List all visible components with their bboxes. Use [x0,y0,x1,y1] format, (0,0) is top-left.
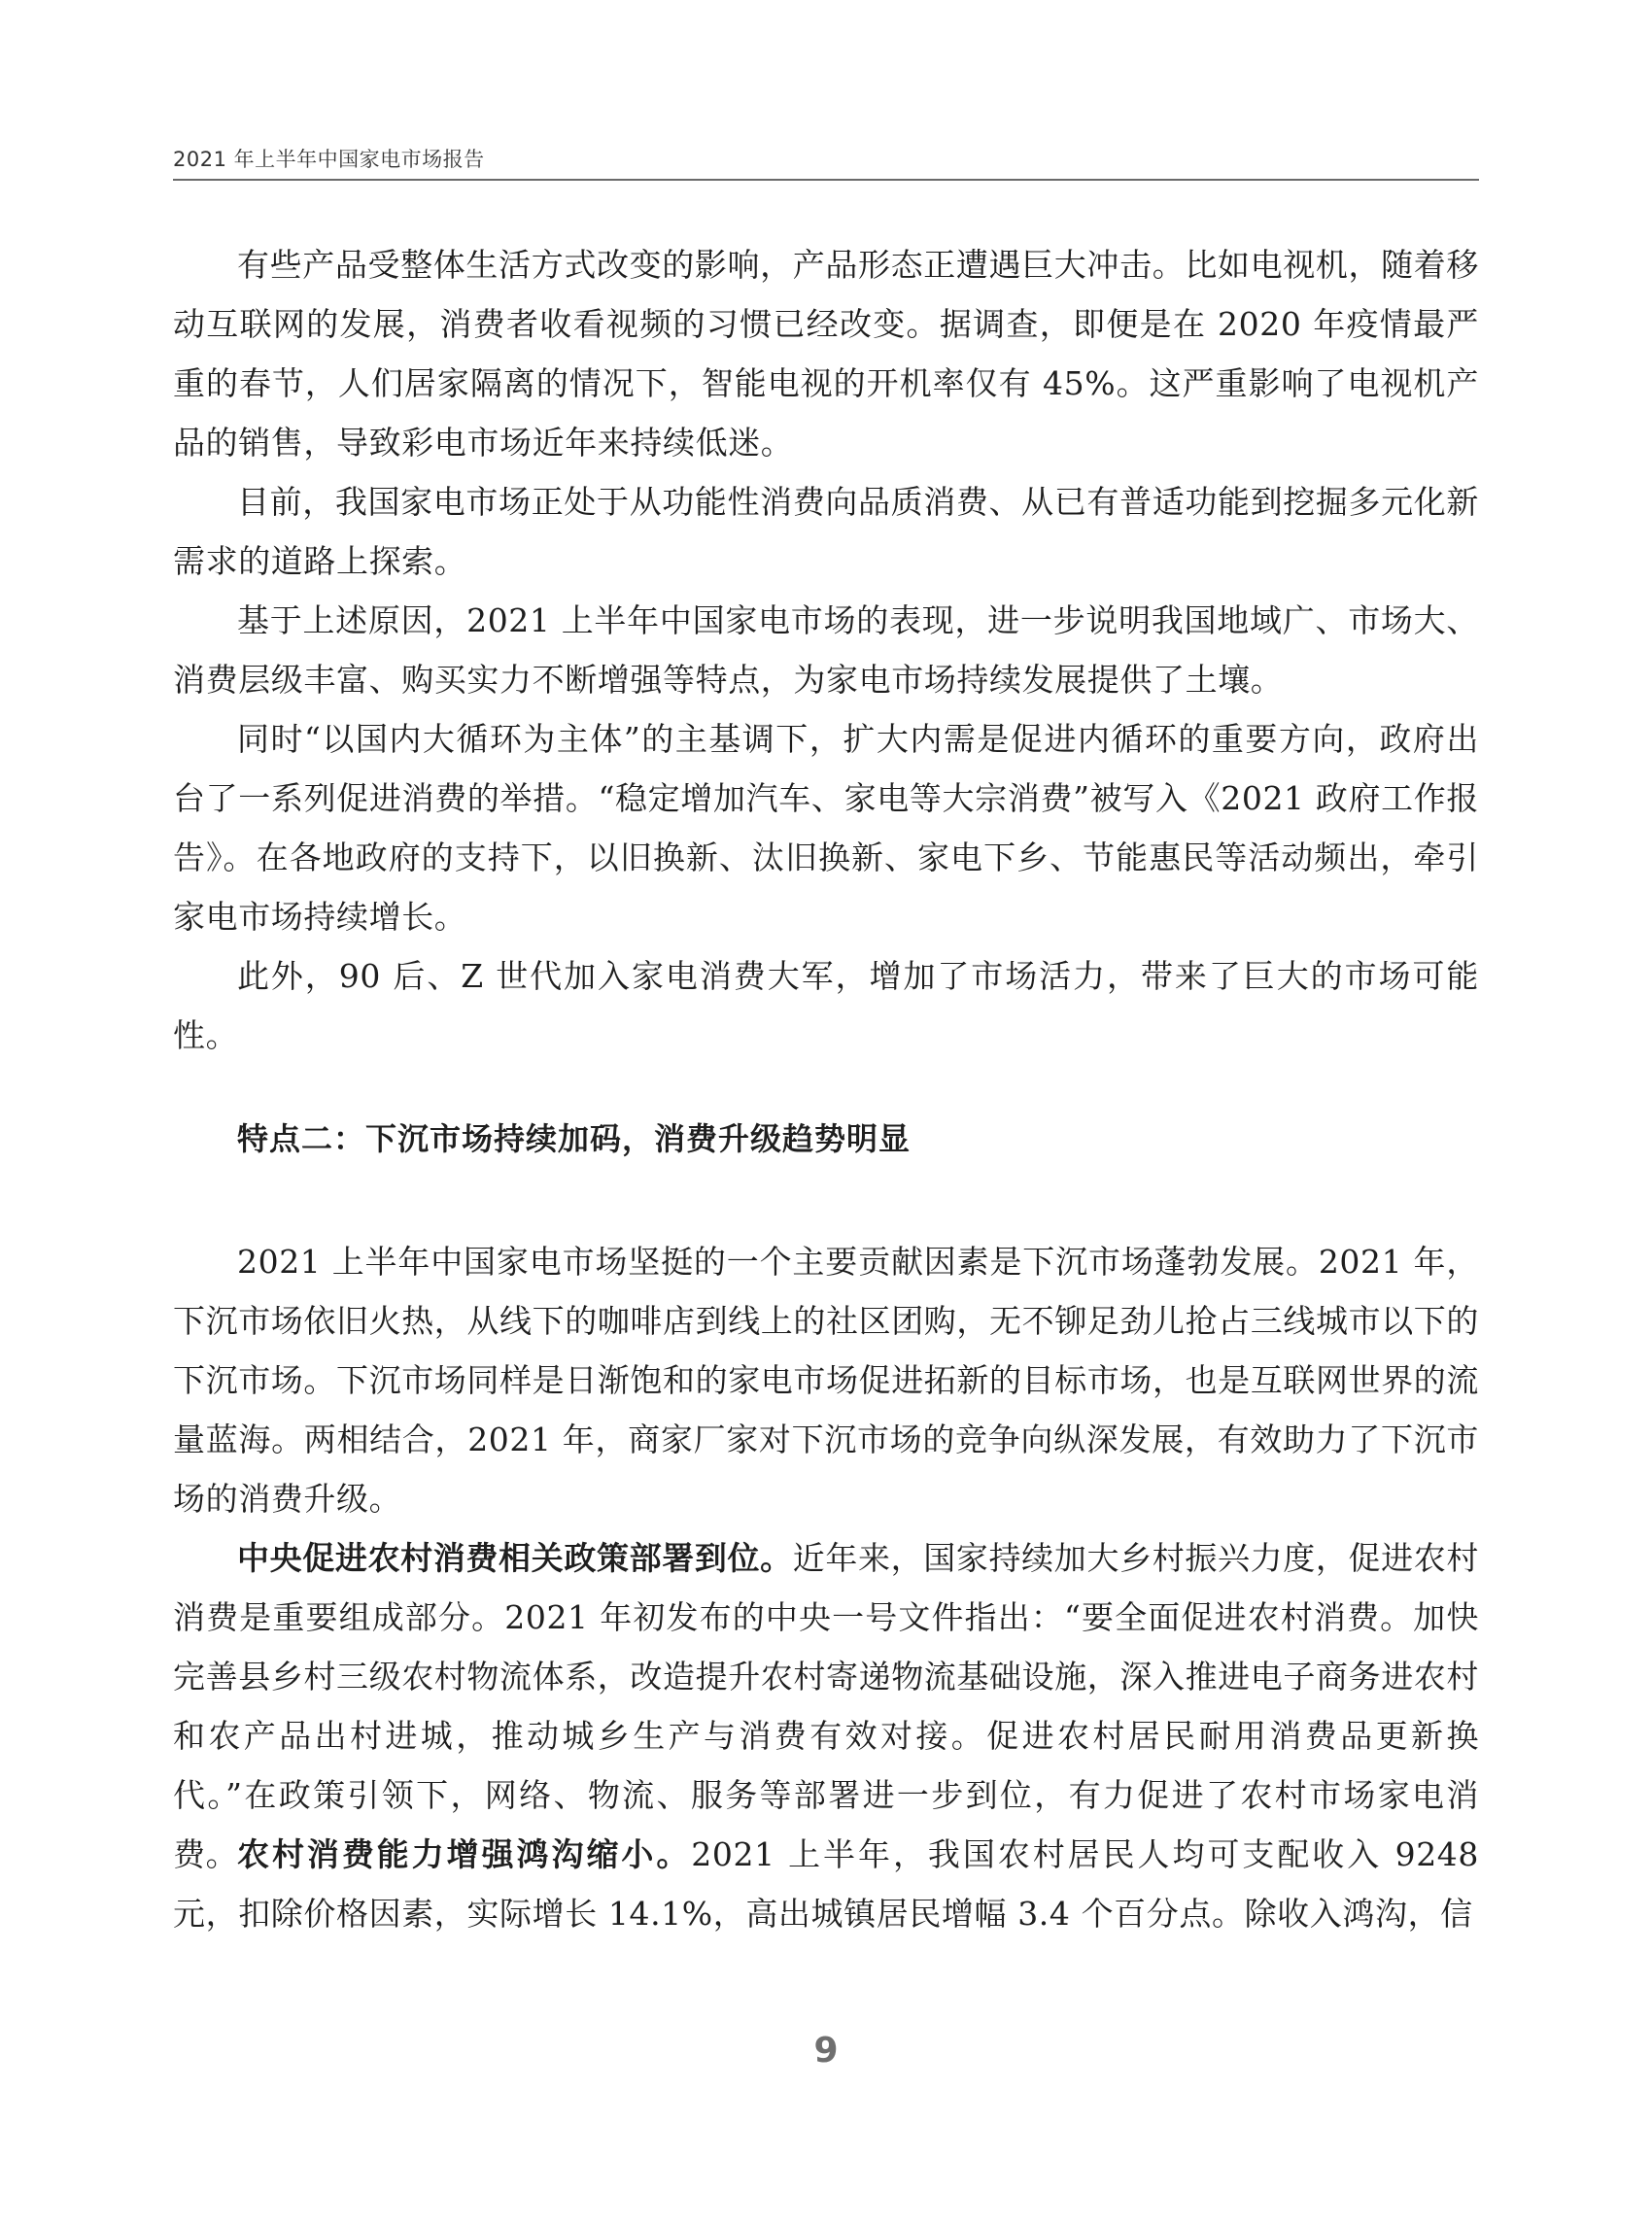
paragraph-market-performance: 基于上述原因，2021 上半年中国家电市场的表现，进一步说明我国地域广、市场大、消费层级丰富、购买实力不断增强等特点，为家电市场持续发展提供了土壤。 [173,601,1479,699]
running-header: 2021 年上半年中国家电市场报告 [173,148,485,171]
paragraph-rural-income-body: 2021 上半年，我国农村居民人均可支配收入 9248 元，扣除价格因素，实际增长 14.1%，高出城镇居民增幅 3.4 个百分点。除收入鸿沟，信 [173,1835,1479,1933]
paragraph-tv-impact: 有些产品受整体生活方式改变的影响，产品形态正遭遇巨大冲击。比如电视机，随着移动互联网的发展，消费者收看视频的习惯已经改变。据调查，即便是在 2020 年疫情最严重的春节，人们居家隔离的情况下，智能电视的开机率仅有 45%。这严重影响了电视机产品的销售，导致彩电市场近年来持续低迷。 [173,246,1479,462]
header-divider [173,179,1479,181]
section-heading: 特点二：下沉市场持续加码，消费升级趋势明显 [237,1120,912,1157]
paragraph-rural-policy-body: 近年来，国家持续加大乡村振兴力度，促进农村消费是重要组成部分。2021 年初发布的中央一号文件指出：“要全面促进农村消费。加快完善县乡村三级农村物流体系，改造提升农村寄递物流基础设施，深入推进电子商务进农村和农产品出村进城，推动城乡生产与消费有效对接。促进农村居民耐用消费品更新换代。”在政策引领下，网络、物流、服务等部署进一步到位，有力促进了农村市场家电消费。 [173,1539,1479,1873]
paragraph-market-exploration: 目前，我国家电市场正处于从功能性消费向品质消费、从已有普适功能到挖掘多元化新需求的道路上探索。 [173,483,1479,580]
paragraph-rural-income-lead: 农村消费能力增强鸿沟缩小。 [237,1835,692,1873]
paragraph-policy-measures: 同时“以国内大循环为主体”的主基调下，扩大内需是促进内循环的重要方向，政府出台了一系列促进消费的举措。“稳定增加汽车、家电等大宗消费”被写入《2021 政府工作报告》。在各地政府的支持下，以旧换新、汰旧换新、家电下乡、节能惠民等活动频出，牵引家电市场持续增长。 [173,720,1479,936]
page-number: 9 [813,2031,839,2071]
paragraph-lower-tier-market: 2021 上半年中国家电市场坚挺的一个主要贡献因素是下沉市场蓬勃发展。2021 年，下沉市场依旧火热，从线下的咖啡店到线上的社区团购，无不铆足劲儿抢占三线城市以下的下沉市场。下沉市场同样是日渐饱和的家电市场促进拓新的目标市场，也是互联网世界的流量蓝海。两相结合，2021 年，商家厂家对下沉市场的竞争向纵深发展，有效助力了下沉市场的消费升级。 [173,1243,1479,1518]
paragraph-gen-z: 此外，90 后、Z 世代加入家电消费大军，增加了市场活力，带来了巨大的市场可能性。 [173,957,1479,1054]
paragraph-rural-income [173,1825,1479,1943]
paragraph-rural-policy-lead: 中央促进农村消费相关政策部署到位。 [237,1539,793,1577]
